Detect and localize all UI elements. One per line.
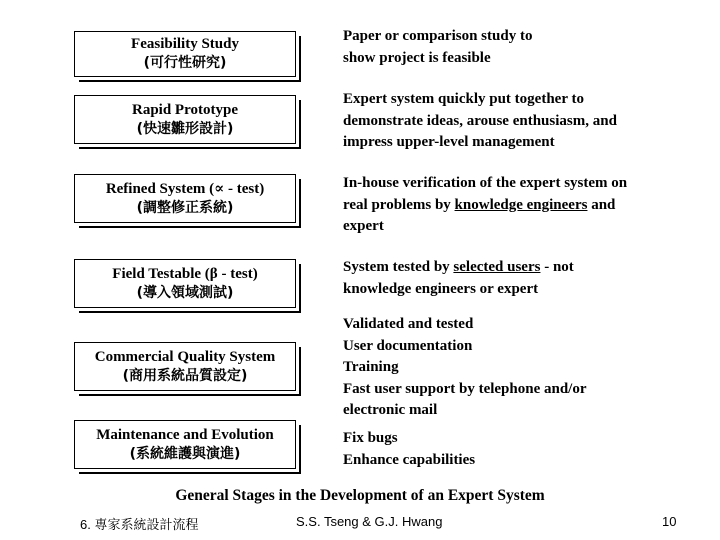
description-line [343, 195, 703, 217]
figure-caption: General Stages in the Development of an Expert System [175, 487, 545, 504]
description-commercial-quality [343, 314, 703, 422]
description-line: In-house verification of the expert system on [343, 175, 628, 191]
stage-chinese-label: (調整修正系統) [136, 199, 234, 216]
stage-box-rapid-prototype [74, 95, 296, 144]
stage-title: Commercial Quality System [94, 348, 276, 365]
stage-box-commercial-quality [74, 342, 296, 391]
stage-chinese-label: (導入領域測試) [136, 284, 234, 301]
footer-page-number: 10 [662, 514, 677, 529]
stage-box-maintenance [74, 420, 296, 469]
underlined-term: selected users [453, 259, 541, 275]
footer-section-title: 6. 專家系統設計流程 [80, 517, 199, 532]
stage-box-field-testable [74, 259, 296, 308]
description-rapid-prototype [343, 89, 703, 154]
description-field-testable [343, 257, 703, 300]
description-refined-system [343, 173, 703, 238]
stage-title: Feasibility Study [131, 36, 239, 52]
description-maintenance [343, 428, 703, 471]
stage-chinese-label: (系統維護與演進) [129, 445, 241, 462]
stage-chinese-label: (商用系統品質設定) [122, 367, 248, 384]
stage-title: Rapid Prototype [132, 101, 238, 118]
stage-title: Refined System (∝ - test) [105, 180, 265, 197]
description-text: real problems by [343, 196, 455, 213]
description-line: Enhance capabilities [343, 451, 476, 468]
description-line: knowledge engineers or expert [343, 280, 539, 297]
description-line: Fix bugs [343, 430, 398, 446]
stage-box-feasibility [74, 31, 296, 77]
stage-title: Field Testable (β - test) [112, 265, 258, 282]
description-line: Expert system quickly put together to [343, 91, 584, 107]
description-feasibility [343, 26, 703, 69]
description-line: Validated and tested [343, 316, 474, 332]
description-line: Paper or comparison study to [343, 28, 533, 44]
description-line: User documentation [343, 337, 473, 354]
description-line: expert [343, 218, 384, 234]
description-text: and [587, 196, 616, 213]
description-line [343, 257, 703, 279]
description-line: demonstrate ideas, arouse enthusiasm, and [343, 112, 617, 129]
stage-chinese-label: (可行性研究) [143, 55, 227, 71]
footer-authors: S.S. Tseng & G.J. Hwang [296, 514, 443, 529]
description-line: Training [343, 359, 399, 375]
underlined-term: knowledge engineers [454, 196, 588, 213]
stage-box-refined-system [74, 174, 296, 223]
description-line: impress upper-level management [343, 134, 555, 150]
description-text: System tested by [343, 259, 454, 275]
description-line: electronic mail [343, 402, 438, 418]
stage-title: Maintenance and Evolution [96, 426, 274, 443]
description-line: show project is feasible [343, 49, 491, 66]
description-text: - not [540, 259, 574, 275]
description-line: Fast user support by telephone and/or [343, 380, 587, 397]
stage-chinese-label: (快速雛形設計) [136, 120, 234, 137]
